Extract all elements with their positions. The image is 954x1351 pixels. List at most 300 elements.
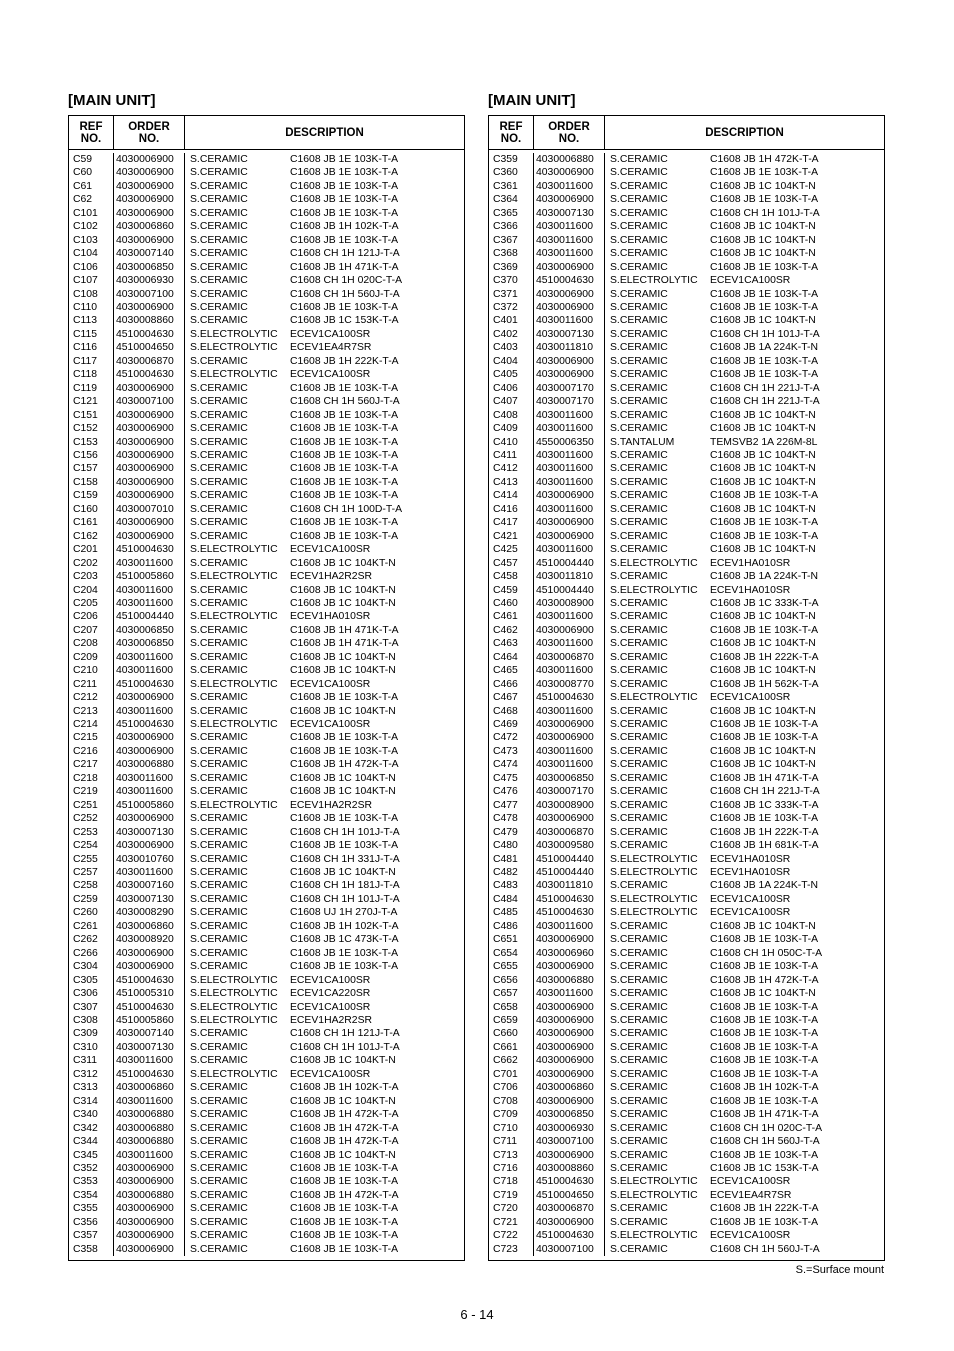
part-number: C1608 JB 1E 103K-T-A — [710, 719, 819, 731]
ref-no-cell: C359 — [493, 154, 518, 165]
component-type: S.CERAMIC — [190, 221, 248, 233]
component-type: S.CERAMIC — [190, 1189, 248, 1201]
description-cell — [185, 678, 464, 691]
part-number: C1608 JB 1E 103K-T-A — [710, 1055, 819, 1067]
ref-no-cell: C414 — [493, 490, 518, 502]
part-number: ECEV1HA010SR — [290, 611, 371, 623]
ref-no-cell: C463 — [493, 638, 518, 650]
description-cell — [605, 166, 884, 179]
order-no-cell: 4030006900 — [536, 194, 594, 206]
ref-no-cell: C709 — [493, 1109, 518, 1121]
description-cell — [185, 462, 464, 475]
ref-no-cell: C371 — [493, 288, 518, 300]
part-number: C1608 CH 1H 101J-T-A — [710, 207, 820, 219]
component-type: S.CERAMIC — [190, 665, 248, 677]
order-no-cell: 4030006900 — [116, 476, 174, 488]
description-cell — [605, 785, 884, 798]
part-number: C1608 JB 1E 103K-T-A — [290, 1243, 399, 1255]
description-cell — [605, 1122, 884, 1135]
component-type: S.CERAMIC — [190, 382, 248, 394]
order-no-cell: 4030006960 — [536, 947, 594, 959]
component-type: S.CERAMIC — [190, 705, 248, 717]
part-number: C1608 JB 1E 103K-T-A — [290, 840, 399, 852]
part-number: C1608 JB 1E 103K-T-A — [290, 234, 399, 246]
part-number: C1608 JB 1C 104KT-N — [710, 544, 816, 556]
table-body — [69, 150, 464, 1260]
order-no-cell: 4510004440 — [536, 853, 594, 865]
description-cell — [605, 503, 884, 516]
description-cell — [605, 718, 884, 731]
part-number: C1608 JB 1H 222K-T-A — [710, 1203, 819, 1215]
order-no-cell: 4510005860 — [116, 799, 174, 811]
order-no-cell: 4030007010 — [116, 503, 174, 515]
ref-no-cell: C480 — [493, 840, 518, 852]
component-type: S.CERAMIC — [610, 974, 668, 986]
ref-no-cell: C116 — [73, 342, 98, 354]
ref-no-cell: C467 — [493, 692, 518, 704]
description-cell — [605, 1243, 884, 1256]
ref-no-cell: C212 — [73, 692, 98, 704]
ref-no-cell: C61 — [73, 180, 93, 192]
description-cell — [185, 570, 464, 583]
component-type: S.CERAMIC — [610, 1149, 668, 1161]
ref-no-cell: C368 — [493, 248, 518, 260]
description-cell — [185, 395, 464, 408]
description-cell — [185, 1216, 464, 1229]
component-type: S.CERAMIC — [190, 920, 248, 932]
part-number: C1608 JB 1C 104KT-N — [710, 409, 816, 421]
order-no-cell: 4030006880 — [116, 759, 174, 771]
component-type: S.ELECTROLYTIC — [610, 1176, 698, 1188]
component-type: S.CERAMIC — [610, 759, 668, 771]
description-cell — [605, 691, 884, 704]
part-number: TEMSVB2 1A 226M-8L — [710, 436, 818, 448]
header-description: DESCRIPTION — [285, 126, 364, 139]
part-number: C1608 JB 1C 104KT-N — [290, 772, 396, 784]
part-number: ECEV1CA100SR — [290, 369, 371, 381]
order-no-cell: 4030011600 — [536, 544, 594, 556]
ref-no-cell: C101 — [73, 207, 98, 219]
ref-no-cell: C355 — [73, 1203, 98, 1215]
description-cell — [605, 1001, 884, 1014]
ref-no-cell: C657 — [493, 988, 518, 1000]
ref-no-cell: C209 — [73, 651, 98, 663]
part-number: C1608 CH 1H 100D-T-A — [290, 503, 403, 515]
order-no-cell: 4030006900 — [536, 934, 594, 946]
description-cell — [605, 705, 884, 718]
description-cell — [185, 826, 464, 839]
description-cell — [605, 395, 884, 408]
ref-no-cell: C160 — [73, 503, 98, 515]
ref-no-cell: C404 — [493, 355, 518, 367]
description-cell — [185, 1108, 464, 1121]
ref-no-cell: C654 — [493, 947, 518, 959]
order-no-cell: 4510004440 — [536, 584, 594, 596]
component-type: S.CERAMIC — [190, 180, 248, 192]
part-number: C1608 JB 1E 103K-T-A — [710, 530, 819, 542]
order-no-cell: 4030011600 — [536, 409, 594, 421]
part-number: C1608 JB 1H 472K-T-A — [290, 1189, 399, 1201]
ref-no-cell: C651 — [493, 934, 518, 946]
part-number: C1608 JB 1E 103K-T-A — [710, 1216, 819, 1228]
part-number: C1608 JB 1C 153K-T-A — [710, 1162, 819, 1174]
component-type: S.CERAMIC — [190, 597, 248, 609]
order-no-cell: 4030006900 — [116, 961, 174, 973]
component-type: S.CERAMIC — [190, 1230, 248, 1242]
component-type: S.ELECTROLYTIC — [190, 988, 278, 1000]
component-type: S.ELECTROLYTIC — [610, 907, 698, 919]
ref-no-cell: C401 — [493, 315, 518, 327]
part-number: C1608 JB 1C 333K-T-A — [710, 597, 819, 609]
part-number: C1608 JB 1C 104KT-N — [710, 665, 816, 677]
description-cell — [605, 637, 884, 650]
component-type: S.CERAMIC — [610, 167, 668, 179]
part-number: ECEV1EA4R7SR — [710, 1189, 792, 1201]
component-type: S.CERAMIC — [190, 275, 248, 287]
component-type: S.CERAMIC — [610, 180, 668, 192]
order-no-cell: 4030007170 — [536, 382, 594, 394]
description-cell — [185, 220, 464, 233]
component-type: S.CERAMIC — [190, 1136, 248, 1148]
component-type: S.CERAMIC — [190, 409, 248, 421]
part-number: ECEV1HA2R2SR — [290, 1015, 373, 1026]
component-type: S.CERAMIC — [610, 826, 668, 838]
order-no-cell: 4030006900 — [536, 1028, 594, 1040]
ref-no-cell: C403 — [493, 342, 518, 354]
order-no-cell: 4030011600 — [536, 234, 594, 246]
order-no-cell: 4030006900 — [116, 692, 174, 704]
component-type: S.CERAMIC — [190, 463, 248, 475]
part-number: C1608 JB 1C 104KT-N — [710, 638, 816, 650]
ref-no-cell: C158 — [73, 476, 98, 488]
description-cell — [185, 691, 464, 704]
component-type: S.CERAMIC — [190, 248, 248, 260]
description-cell — [185, 503, 464, 516]
ref-no-cell: C701 — [493, 1068, 518, 1080]
description-cell — [185, 799, 464, 812]
ref-no-cell: C466 — [493, 678, 518, 690]
ref-no-cell: C457 — [493, 557, 518, 569]
part-number: C1608 JB 1C 104KT-N — [290, 705, 396, 717]
order-no-cell: 4030011600 — [536, 745, 594, 757]
part-number: C1608 JB 1E 103K-T-A — [290, 813, 399, 825]
ref-no-cell: C102 — [73, 221, 98, 233]
description-cell — [605, 1216, 884, 1229]
order-no-cell: 4030011600 — [536, 423, 594, 435]
component-type: S.CERAMIC — [610, 732, 668, 744]
order-no-cell: 4030011600 — [116, 867, 174, 879]
part-number: C1608 JB 1E 103K-T-A — [290, 436, 399, 448]
component-type: S.ELECTROLYTIC — [190, 369, 278, 381]
description-cell — [185, 1041, 464, 1054]
component-type: S.CERAMIC — [610, 288, 668, 300]
part-number: C1608 CH 1H 331J-T-A — [290, 853, 400, 865]
description-cell — [605, 301, 884, 314]
order-no-cell: 4510004630 — [536, 893, 594, 905]
order-no-cell: 4510005310 — [116, 988, 174, 1000]
description-cell — [185, 1054, 464, 1067]
order-no-cell: 4030006850 — [116, 261, 174, 273]
ref-no-cell: C486 — [493, 920, 518, 932]
order-no-cell: 4030006900 — [536, 624, 594, 636]
description-cell — [185, 557, 464, 570]
description-cell — [605, 799, 884, 812]
part-number: C1608 JB 1H 471K-T-A — [290, 624, 399, 636]
order-no-cell: 4510004630 — [536, 1176, 594, 1188]
part-number: C1608 JB 1C 104KT-N — [290, 651, 396, 663]
ref-no-cell: C202 — [73, 557, 98, 569]
order-no-cell: 4030006850 — [536, 1109, 594, 1121]
order-no-cell: 4030006900 — [536, 1001, 594, 1013]
description-cell — [185, 651, 464, 664]
component-type: S.CERAMIC — [610, 571, 668, 583]
component-type: S.ELECTROLYTIC — [190, 1015, 278, 1026]
component-type: S.ELECTROLYTIC — [190, 1001, 278, 1013]
ref-no-cell: C476 — [493, 786, 518, 798]
component-type: S.ELECTROLYTIC — [610, 867, 698, 879]
part-number: ECEV1CA100SR — [710, 1230, 791, 1242]
description-cell — [185, 920, 464, 933]
description-cell — [605, 597, 884, 610]
component-type: S.CERAMIC — [610, 382, 668, 394]
ref-no-cell: C407 — [493, 396, 518, 408]
ref-no-cell: C353 — [73, 1176, 98, 1188]
description-cell — [605, 1229, 884, 1242]
component-type: S.CERAMIC — [190, 355, 248, 367]
component-type: S.CERAMIC — [610, 1015, 668, 1026]
component-type: S.CERAMIC — [610, 544, 668, 556]
component-type: S.CERAMIC — [610, 355, 668, 367]
order-no-cell: 4030006850 — [116, 638, 174, 650]
order-no-cell: 4030006900 — [116, 167, 174, 179]
order-no-cell: 4030007170 — [536, 786, 594, 798]
part-number: C1608 JB 1C 104KT-N — [290, 597, 396, 609]
ref-no-cell: C720 — [493, 1203, 518, 1215]
component-type: S.CERAMIC — [190, 813, 248, 825]
ref-no-cell: C479 — [493, 826, 518, 838]
component-type: S.CERAMIC — [190, 772, 248, 784]
ref-no-cell: C408 — [493, 409, 518, 421]
order-no-cell: 4030006930 — [536, 1122, 594, 1134]
part-number: C1608 JB 1H 471K-T-A — [710, 1109, 819, 1121]
part-number: C1608 JB 1E 103K-T-A — [290, 1162, 399, 1174]
ref-no-cell: C402 — [493, 328, 518, 340]
description-cell — [605, 906, 884, 919]
order-no-cell: 4030011600 — [116, 1055, 174, 1067]
ref-no-cell: C411 — [493, 449, 518, 461]
part-number: C1608 CH 1H 101J-T-A — [290, 1041, 400, 1053]
ref-no-cell: C474 — [493, 759, 518, 771]
part-number: C1608 JB 1E 103K-T-A — [710, 301, 819, 313]
ref-no-cell: C461 — [493, 611, 518, 623]
description-cell — [185, 1001, 464, 1014]
part-number: C1608 JB 1A 224K-T-N — [710, 571, 819, 583]
ref-no-cell: C208 — [73, 638, 98, 650]
description-cell — [605, 476, 884, 489]
part-number: C1608 JB 1C 104KT-N — [710, 745, 816, 757]
order-no-cell: 4030006900 — [536, 961, 594, 973]
order-no-cell: 4030006900 — [116, 194, 174, 206]
component-type: S.CERAMIC — [610, 301, 668, 313]
part-number: C1608 JB 1H 222K-T-A — [710, 826, 819, 838]
part-number: C1608 JB 1H 472K-T-A — [710, 974, 819, 986]
component-type: S.CERAMIC — [190, 732, 248, 744]
part-number: C1608 CH 1H 101J-T-A — [290, 893, 400, 905]
order-no-cell: 4030006900 — [116, 423, 174, 435]
order-no-cell: 4030006880 — [116, 1109, 174, 1121]
part-number: C1608 JB 1H 102K-T-A — [290, 1082, 399, 1094]
component-type: S.ELECTROLYTIC — [610, 557, 698, 569]
ref-no-cell: C260 — [73, 907, 98, 919]
order-no-cell: 4030006900 — [536, 1216, 594, 1228]
header-ref-no: REF NO. — [69, 116, 114, 149]
order-no-cell: 4030011600 — [536, 449, 594, 461]
component-type: S.CERAMIC — [610, 947, 668, 959]
description-cell — [185, 718, 464, 731]
description-cell — [185, 1229, 464, 1242]
description-cell — [605, 866, 884, 879]
component-type: S.CERAMIC — [190, 234, 248, 246]
component-type: S.CERAMIC — [610, 342, 668, 354]
component-type: S.CERAMIC — [610, 234, 668, 246]
ref-no-cell: C413 — [493, 476, 518, 488]
order-no-cell: 4030006900 — [536, 1068, 594, 1080]
part-number: ECEV1CA220SR — [290, 988, 371, 1000]
order-no-cell: 4030011810 — [536, 880, 594, 892]
order-no-cell: 4030011600 — [536, 705, 594, 717]
description-cell — [605, 409, 884, 422]
header-description: DESCRIPTION — [705, 126, 784, 139]
description-cell — [605, 839, 884, 852]
part-number: C1608 JB 1C 104KT-N — [710, 476, 816, 488]
ref-no-cell: C261 — [73, 920, 98, 932]
ref-no-cell: C266 — [73, 947, 98, 959]
ref-no-cell: C308 — [73, 1015, 98, 1026]
part-number: C1608 CH 1H 560J-T-A — [710, 1243, 820, 1255]
order-no-cell: 4030011600 — [536, 476, 594, 488]
part-number: C1608 JB 1C 104KT-N — [710, 315, 816, 327]
description-cell — [605, 960, 884, 973]
component-type: S.CERAMIC — [610, 396, 668, 408]
description-cell — [605, 274, 884, 287]
description-cell — [185, 610, 464, 623]
ref-no-cell: C475 — [493, 772, 518, 784]
description-cell — [185, 866, 464, 879]
part-number: C1608 JB 1A 224K-T-N — [710, 880, 819, 892]
component-type: S.CERAMIC — [610, 920, 668, 932]
component-type: S.CERAMIC — [610, 490, 668, 502]
description-cell — [185, 906, 464, 919]
component-type: S.CERAMIC — [190, 490, 248, 502]
ref-no-cell: C719 — [493, 1189, 518, 1201]
component-type: S.CERAMIC — [610, 934, 668, 946]
description-cell — [185, 274, 464, 287]
ref-no-cell: C153 — [73, 436, 98, 448]
ref-no-cell: C254 — [73, 840, 98, 852]
ref-no-cell: C115 — [73, 328, 98, 340]
component-type: S.CERAMIC — [190, 880, 248, 892]
ref-no-cell: C204 — [73, 584, 98, 596]
description-cell — [605, 422, 884, 435]
ref-no-cell: C360 — [493, 167, 518, 179]
ref-no-cell: C417 — [493, 517, 518, 529]
surface-mount-note: S.=Surface mount — [795, 1264, 884, 1276]
ref-no-cell: C206 — [73, 611, 98, 623]
ref-no-cell: C465 — [493, 665, 518, 677]
ref-no-cell: C660 — [493, 1028, 518, 1040]
header-order-no: ORDER NO. — [534, 116, 605, 149]
ref-no-cell: C162 — [73, 530, 98, 542]
component-type: S.CERAMIC — [610, 880, 668, 892]
description-cell — [185, 1081, 464, 1094]
description-cell — [605, 731, 884, 744]
parts-table — [68, 115, 465, 1261]
component-type: S.CERAMIC — [190, 759, 248, 771]
description-cell — [605, 341, 884, 354]
ref-no-cell: C203 — [73, 571, 98, 583]
order-no-cell: 4030006850 — [116, 624, 174, 636]
part-number: C1608 JB 1E 103K-T-A — [290, 947, 399, 959]
description-cell — [185, 288, 464, 301]
component-type: S.CERAMIC — [610, 315, 668, 327]
ref-no-cell: C372 — [493, 301, 518, 313]
order-no-cell: 4030006900 — [536, 517, 594, 529]
ref-no-cell: C356 — [73, 1216, 98, 1228]
description-cell — [185, 368, 464, 381]
part-number: C1608 JB 1E 103K-T-A — [290, 961, 399, 973]
ref-no-cell: C723 — [493, 1243, 518, 1255]
description-cell — [605, 1202, 884, 1215]
component-type: S.CERAMIC — [190, 1149, 248, 1161]
component-type: S.CERAMIC — [190, 584, 248, 596]
component-type: S.CERAMIC — [610, 409, 668, 421]
order-no-cell: 4030007100 — [536, 1136, 594, 1148]
component-type: S.CERAMIC — [190, 1041, 248, 1053]
order-no-cell: 4030006900 — [536, 1055, 594, 1067]
component-type: S.ELECTROLYTIC — [190, 342, 278, 354]
section-title: [MAIN UNIT] — [68, 92, 156, 109]
description-cell — [185, 489, 464, 502]
description-cell — [185, 314, 464, 327]
order-no-cell: 4030006900 — [536, 732, 594, 744]
ref-no-cell: C213 — [73, 705, 98, 717]
component-type: S.CERAMIC — [190, 1176, 248, 1188]
ref-no-cell: C718 — [493, 1176, 518, 1188]
component-type: S.CERAMIC — [610, 719, 668, 731]
part-number: C1608 JB 1E 103K-T-A — [290, 732, 399, 744]
part-number: ECEV1HA010SR — [710, 584, 791, 596]
order-no-cell: 4030006900 — [536, 530, 594, 542]
part-number: C1608 JB 1E 103K-T-A — [710, 1041, 819, 1053]
ref-no-cell: C217 — [73, 759, 98, 771]
description-cell — [605, 1135, 884, 1148]
component-type: S.CERAMIC — [190, 638, 248, 650]
order-no-cell: 4030009580 — [536, 840, 594, 852]
description-cell — [605, 1054, 884, 1067]
part-number: C1608 JB 1E 103K-T-A — [710, 1028, 819, 1040]
order-no-cell: 4030006900 — [116, 463, 174, 475]
description-cell — [185, 193, 464, 206]
component-type: S.CERAMIC — [610, 611, 668, 623]
ref-no-cell: C464 — [493, 651, 518, 663]
ref-no-cell: C460 — [493, 597, 518, 609]
order-no-cell: 4030010760 — [116, 853, 174, 865]
part-number: C1608 JB 1E 103K-T-A — [710, 961, 819, 973]
ref-no-cell: C152 — [73, 423, 98, 435]
order-no-cell: 4030007100 — [536, 1243, 594, 1255]
order-no-cell: 4510004630 — [116, 1068, 174, 1080]
description-cell — [185, 785, 464, 798]
